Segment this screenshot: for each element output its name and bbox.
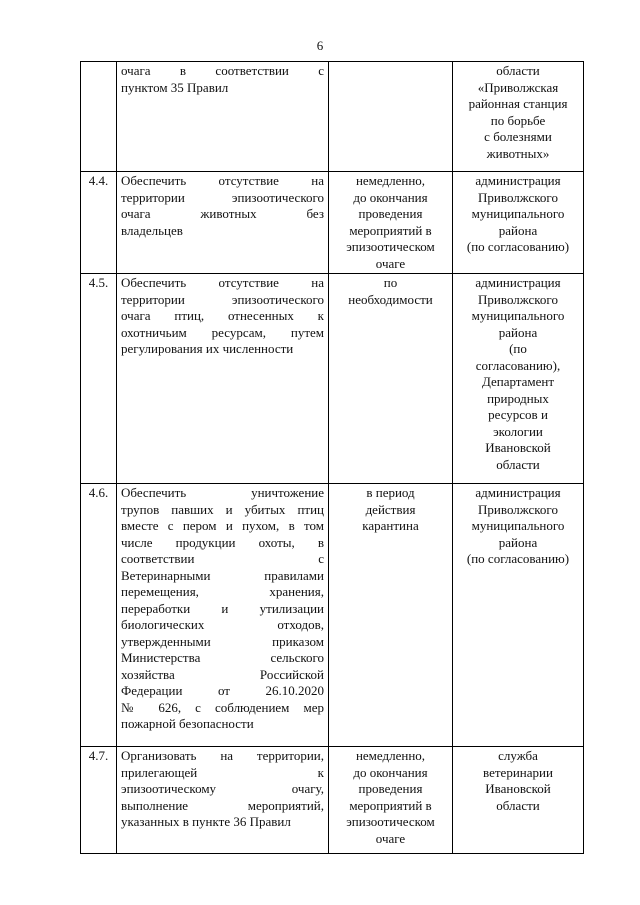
action-text-line: Обеспечить отсутствие на — [121, 173, 324, 188]
deadline-text-line: эпизоотическом — [346, 814, 435, 829]
responsible-text-line: районная станция — [468, 96, 568, 111]
action-text-line: владельцев — [121, 222, 183, 238]
responsible-text-line: администрация — [475, 275, 561, 290]
responsible-text — [453, 747, 584, 854]
action-text-line: Организовать на территории, — [121, 748, 324, 763]
item-number: 4.4. — [81, 172, 117, 274]
responsible-text-line: муниципального — [471, 518, 565, 533]
action-text-line: пунктом 35 Правил — [121, 79, 229, 95]
action-text-line: выполнение мероприятий, — [121, 797, 324, 813]
responsible-text-line: Приволжского — [478, 501, 558, 517]
deadline-text-line: до окончания — [353, 764, 428, 780]
responsible-text — [453, 172, 584, 274]
deadline-text-line: действия — [365, 501, 416, 517]
item-number — [81, 62, 117, 172]
action-text-line: хозяйства Российской — [121, 666, 324, 682]
action-text-line: перемещения, хранения, — [121, 584, 324, 599]
action-text-line: соответствии с — [121, 551, 324, 566]
responsible-text-line: муниципального — [471, 206, 565, 221]
responsible-text-line: экологии — [493, 423, 543, 439]
responsible-text — [453, 274, 584, 484]
responsible-text-line: ресурсов и — [488, 407, 548, 422]
action-text-line: очага в соответствии с — [121, 63, 324, 78]
responsible-text-line: района — [498, 534, 538, 550]
deadline-text — [329, 747, 453, 854]
page-number: 6 — [316, 38, 324, 53]
action-text-line: Министерства сельского — [121, 650, 324, 665]
table-body — [81, 62, 584, 854]
action-text-line: переработки и утилизации — [121, 600, 324, 616]
action-text-line: территории эпизоотического — [121, 291, 324, 307]
responsible-text-line: Ивановской — [485, 440, 551, 455]
responsible-text-line: администрация — [475, 173, 561, 188]
deadline-text-line: мероприятий в — [349, 222, 432, 238]
action-text-line: прилегающей к — [121, 764, 324, 780]
action-text-line: территории эпизоотического — [121, 189, 324, 205]
action-text — [117, 274, 329, 484]
responsible-text-line: Приволжского — [478, 189, 558, 205]
action-text-line: трупов павших и убитых птиц — [121, 501, 324, 517]
responsible-text-line: согласованию), — [475, 357, 561, 373]
action-text — [117, 172, 329, 274]
action-text-line: Обеспечить уничтожение — [121, 485, 324, 500]
responsible-text-line: района — [498, 222, 538, 238]
deadline-text-line: проведения — [358, 206, 423, 221]
deadline-text-line: необходимости — [348, 291, 433, 307]
responsible-text-line: Департамент — [481, 374, 555, 389]
action-text-line: числе продукции охоты, в — [121, 534, 324, 550]
deadline-text-line: до окончания — [353, 189, 428, 205]
action-text-line: вместе с пером и пухом, в том — [121, 518, 324, 533]
deadline-text-line: очаге — [375, 830, 406, 846]
action-text-line: пожарной безопасности — [121, 716, 254, 731]
responsible-text-line: района — [498, 324, 538, 340]
responsible-text-line: «Приволжская — [477, 79, 559, 95]
table-row — [81, 172, 584, 274]
responsible-text-line: Приволжского — [478, 291, 558, 307]
responsible-text-line: области — [496, 63, 540, 78]
action-text-line: охотничьим ресурсам, путем — [121, 324, 324, 340]
responsible-text-line: области — [496, 456, 540, 472]
deadline-text-line: мероприятий в — [349, 797, 432, 813]
responsible-text-line: служба — [498, 748, 538, 763]
responsible-text-line: (по согласованию) — [466, 551, 570, 566]
action-text-line: указанных в пункте 36 Правил — [121, 814, 291, 829]
table-row — [81, 274, 584, 484]
action-text-line: очага птиц, отнесенных к — [121, 308, 324, 323]
action-text — [117, 747, 329, 854]
responsible-text-line: Ивановской — [485, 781, 551, 796]
action-text-line: Обеспечить отсутствие на — [121, 275, 324, 290]
deadline-text-line: проведения — [358, 781, 423, 796]
deadline-text — [329, 274, 453, 484]
deadline-text — [329, 484, 453, 747]
responsible-text-line: области — [496, 797, 540, 813]
responsible-text-line: (по — [509, 341, 527, 356]
deadline-text-line: карантина — [362, 518, 419, 533]
action-text — [117, 484, 329, 747]
responsible-text-line: ветеринарии — [483, 764, 553, 780]
deadline-text-line: очаге — [375, 255, 406, 271]
table-row — [81, 484, 584, 747]
action-text-line: регулирования их численности — [121, 341, 294, 356]
deadline-text — [329, 62, 453, 172]
action-text — [117, 62, 329, 172]
responsible-text-line: по борьбе — [490, 112, 546, 128]
action-text-line: эпизоотическому очагу, — [121, 781, 324, 796]
item-number: 4.7. — [81, 747, 117, 854]
deadline-text-line: эпизоотическом — [346, 239, 435, 254]
responsible-text-line: (по согласованию) — [466, 239, 570, 254]
deadline-text-line: немедленно, — [355, 173, 426, 188]
table-row — [81, 62, 584, 172]
action-text-line: № 626, с соблюдением мер — [121, 699, 324, 715]
item-number: 4.6. — [81, 484, 117, 747]
action-text-line: биологических отходов, — [121, 617, 324, 632]
deadline-text-line: по — [383, 275, 398, 290]
item-number: 4.5. — [81, 274, 117, 484]
responsible-text-line: природных — [487, 390, 549, 406]
responsible-text-line: животных» — [486, 145, 550, 161]
deadline-text-line: в период — [366, 485, 415, 500]
deadline-text-line: немедленно, — [355, 748, 426, 763]
action-text-line: Федерации от 26.10.2020 — [121, 683, 324, 698]
responsible-text-line: администрация — [475, 485, 561, 500]
action-text-line: Ветеринарными правилами — [121, 567, 324, 583]
table-row — [81, 747, 584, 854]
responsible-text — [453, 62, 584, 172]
responsible-text — [453, 484, 584, 747]
action-text-line: утвержденными приказом — [121, 633, 324, 649]
action-text-line: очага животных без — [121, 206, 324, 221]
responsible-text-line: с болезнями — [484, 129, 552, 144]
deadline-text — [329, 172, 453, 274]
responsible-text-line: муниципального — [471, 308, 565, 323]
measures-table — [80, 61, 584, 854]
